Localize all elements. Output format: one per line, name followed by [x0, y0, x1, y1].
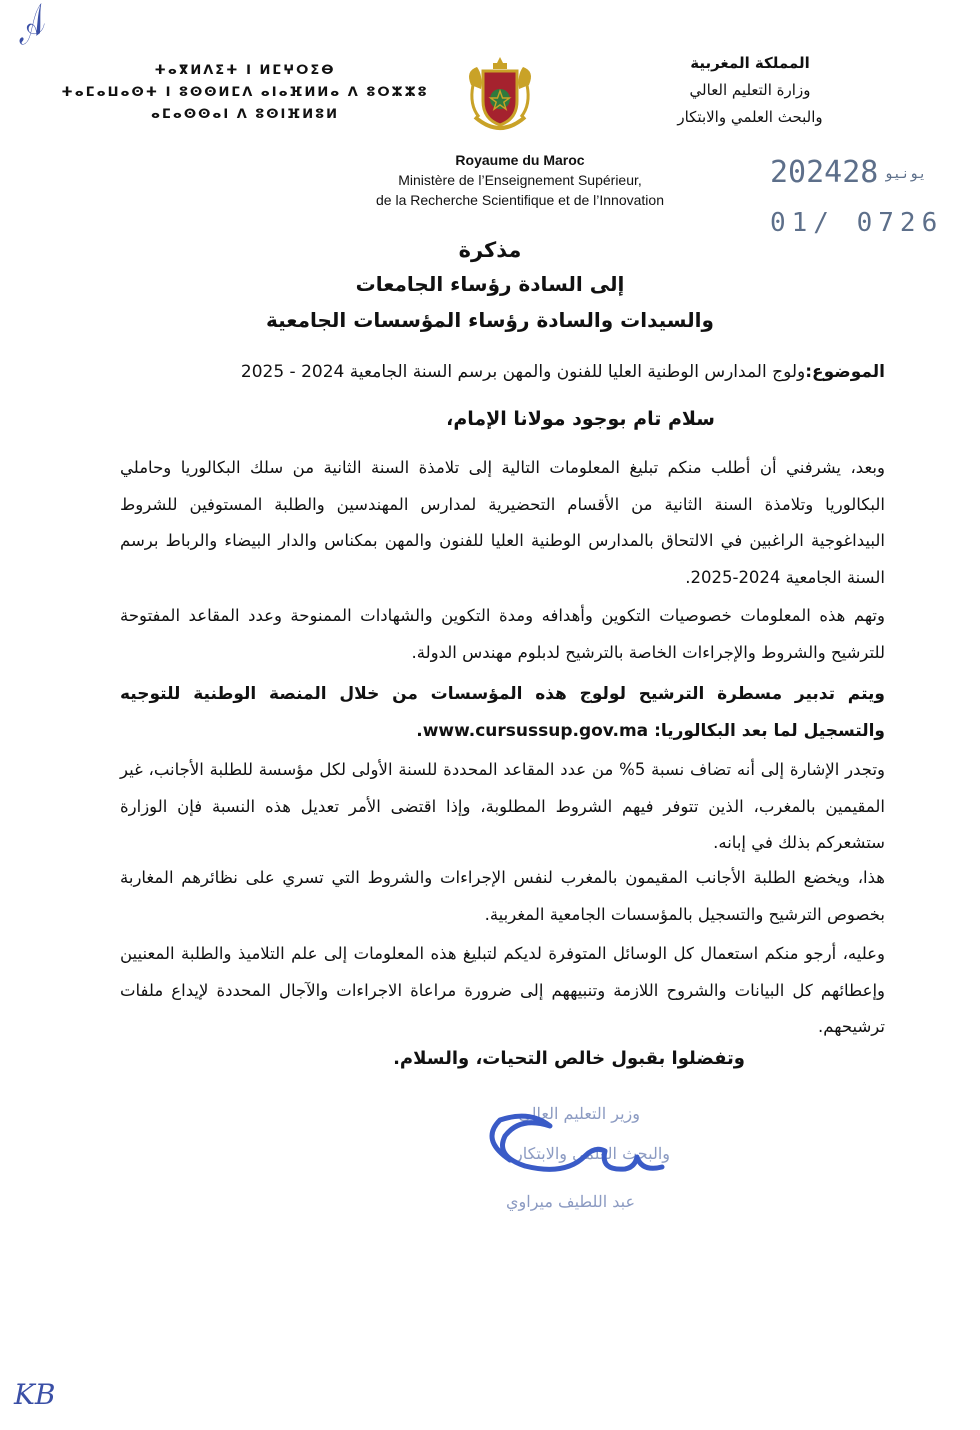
memo-closing: وتفضلوا بقبول خالص التحيات، والسلام. — [393, 1048, 745, 1069]
handwritten-initials-bottom: KB — [14, 1378, 56, 1411]
moroccan-coat-of-arms-icon — [463, 55, 537, 135]
french-header-line-1: Royaume du Maroc — [455, 152, 585, 168]
arabic-header-line-1: المملكة المغربية — [690, 54, 810, 72]
body-paragraph-4: وتجدر الإشارة إلى أنه تضاف نسبة 5% من عدد المقاعد المحددة للسنة الأولى لكل مؤسسة للطلبة الأجانب، غير المقيمين بالمغرب، الذين تتوفر فيهم الشروط المطلوبة، وإذا اقتضى الأمر تعديل هذه النسبة فإن الوزارة ستشعركم بذلك في إبانه. — [120, 760, 886, 852]
subject-text: ولوج المدارس الوطنية العليا للفنون والمهن برسم السنة الجامعية 2024 - 2025 — [240, 362, 806, 382]
arabic-header-line-3: والبحث العلمي والابتكار — [677, 108, 823, 126]
arabic-header-line-2: وزارة التعليم العالي — [689, 81, 811, 99]
tifinagh-line-3: ⴰⵎⴰⵙⵙⴰⵏ ⴷ ⵓⵙⵏⴼⵍⵓⵍ — [151, 107, 339, 122]
tifinagh-line-2: ⵜⴰⵎⴰⵡⴰⵙⵜ ⵏ ⵓⵙⵙⵍⵎⴷ ⴰⵏⴰⴼⵍⵍⴰ ⴷ ⵓⵔⵣⵣⵓ — [61, 85, 429, 100]
header-tifinagh — [60, 60, 430, 126]
handwritten-signature-icon — [370, 1100, 690, 1220]
body-paragraph-6: وعليه، أرجو منكم استعمال كل الوسائل المتوفرة لديكم لتبليغ هذه المعلومات إلى علم التلاميذ والطلبة المعنيين وإعطائهم كل البيانات والشروح اللازمة وتنبيههم إلى ضرورة مراعاة الاجراءات والآجال المحددة لإيداع ملفات ترشيحهم. — [120, 944, 885, 1036]
memo-recipient-2: والسيدات والسادة رؤساء المؤسسات الجامعية — [266, 308, 714, 332]
stamp-ref-number: 0726 — [856, 208, 944, 238]
body-paragraph-5: هذا، ويخضع الطلبة الأجانب المقيمون بالمغرب لنفس الإجراءات والشروط التي تسري على نظائرهم المغاربة بخصوص الترشيح والتسجيل بالمؤسسات الجامعية المغربية. — [120, 868, 885, 924]
french-header-line-2: Ministère de l’Enseignement Supérieur, — [398, 172, 642, 188]
body-paragraph-2: وتهم هذه المعلومات خصوصيات التكوين وأهدافه ومدة التكوين والشهادات الممنوحة وعدد المقاعد المفتوحة للترشيح والشروط والإجراءات الخاصة بالترشيح لدبلوم مهندس الدولة. — [120, 606, 885, 662]
stamp-day: 28 — [842, 155, 879, 190]
tifinagh-line-1: ⵜⴰⴳⵍⴷⵉⵜ ⵏ ⵍⵎⵖⵔⵉⴱ — [154, 63, 336, 78]
stamp-year: 2024 — [770, 155, 843, 190]
body-paragraph-1: وبعد، يشرفني أن أطلب منكم تبليغ المعلومات التالية إلى تلامذة السنة الثانية من سلك البكالوريا وحاملي البكالوريا وتلامذة السنة الثانية من الأقسام التحضيرية لمدارس المهندسين والطلبة المستوفين للشروط البيداغوجية الراغبين في الالتحاق بالمدارس الوطنية العليا للفنون والمهن بمكناس والدار البيضاء والرباط برسم السنة الجامعية 2024-2025. — [120, 458, 885, 587]
subject-label: الموضوع: — [805, 362, 885, 382]
signature-title-line-2: والبحث العلمي والابتكار — [514, 1144, 670, 1163]
signature-title-line-1: وزير التعليم العالي — [518, 1104, 640, 1123]
memo-greeting: سلام تام بوجود مولانا الإمام، — [446, 408, 715, 430]
memo-subject — [105, 362, 885, 382]
handwritten-initials-top: 𝒜 — [3, 2, 53, 54]
stamp-ref-prefix: 01/ — [770, 208, 835, 238]
body-paragraph-3: ويتم تدبير مسطرة الترشيح لولوج هذه المؤسسات من خلال المنصة الوطنية للتوجيه والتسجيل لما بعد البكالوريا: www.cursussup.gov.ma. — [120, 684, 885, 741]
header-french — [330, 150, 710, 210]
memo-recipient-1: إلى السادة رؤساء الجامعات — [355, 272, 625, 296]
signature-name: عبد اللطيف ميراوي — [506, 1192, 635, 1211]
date-stamp — [770, 155, 950, 238]
french-header-line-3: de la Recherche Scientifique et de l’Innovation — [376, 192, 664, 208]
memo-title: مذكرة — [458, 238, 522, 262]
stamp-month: يونيو — [884, 165, 927, 182]
header-arabic — [630, 50, 870, 131]
signature-block — [370, 1100, 690, 1220]
